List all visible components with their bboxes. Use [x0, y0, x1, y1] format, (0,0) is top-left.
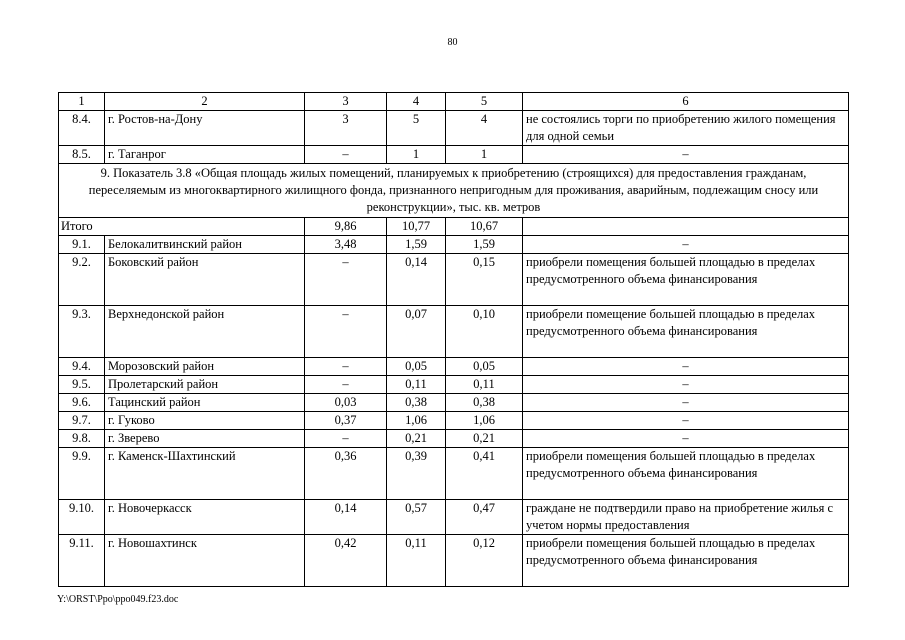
row-note: приобрели помещения большей площадью в пределах предусмотренного объема финансирования [523, 448, 849, 500]
row-value-5: 0,38 [446, 394, 523, 412]
table-row [59, 146, 849, 164]
row-value-3: 3,48 [305, 236, 387, 254]
total-value-4: 10,77 [387, 218, 446, 236]
row-value-3: – [305, 306, 387, 358]
total-value-5: 10,67 [446, 218, 523, 236]
row-value-4: 1,06 [387, 412, 446, 430]
row-number: 9.2. [59, 254, 105, 306]
row-note: – [523, 394, 849, 412]
row-value-4: 0,05 [387, 358, 446, 376]
row-value-5: 0,47 [446, 500, 523, 535]
header-cell: 6 [523, 93, 849, 111]
row-value-4: 0,57 [387, 500, 446, 535]
header-cell: 5 [446, 93, 523, 111]
row-name: Белокалитвинский район [105, 236, 305, 254]
total-value-3: 9,86 [305, 218, 387, 236]
table-row [59, 430, 849, 448]
section-heading-row [59, 164, 849, 218]
row-value-5: 4 [446, 111, 523, 146]
row-number: 8.4. [59, 111, 105, 146]
row-value-3: – [305, 254, 387, 306]
row-number: 9.8. [59, 430, 105, 448]
table-row [59, 394, 849, 412]
row-value-4: 0,21 [387, 430, 446, 448]
row-note: приобрели помещение большей площадью в пределах предусмотренного объема финансирования [523, 306, 849, 358]
row-name: г. Новошахтинск [105, 535, 305, 587]
row-number: 9.4. [59, 358, 105, 376]
row-name: Боковский район [105, 254, 305, 306]
row-value-5: 0,21 [446, 430, 523, 448]
row-number: 8.5. [59, 146, 105, 164]
row-value-5: 0,12 [446, 535, 523, 587]
total-label: Итого [59, 218, 305, 236]
table-row [59, 376, 849, 394]
section-9-heading: 9. Показатель 3.8 «Общая площадь жилых помещений, планируемых к приобретению (строящихся) для предоставления гражданам, переселяемым из многоквартирного жилищного фонда, признанного непригодным для проживания, аварийным, подлежащим сносу или реконструкции», тыс. кв. метров [59, 164, 849, 218]
row-number: 9.9. [59, 448, 105, 500]
table-row [59, 412, 849, 430]
row-value-4: 0,07 [387, 306, 446, 358]
table-row [59, 535, 849, 587]
row-note: не состоялись торги по приобретению жилого помещения для одной семьи [523, 111, 849, 146]
row-name: г. Гуково [105, 412, 305, 430]
row-number: 9.1. [59, 236, 105, 254]
row-name: Верхнедонской район [105, 306, 305, 358]
table-row [59, 358, 849, 376]
row-value-4: 1 [387, 146, 446, 164]
row-note: – [523, 412, 849, 430]
table-row [59, 254, 849, 306]
header-row [59, 93, 849, 111]
header-cell: 1 [59, 93, 105, 111]
row-value-5: 0,05 [446, 358, 523, 376]
row-value-5: 0,11 [446, 376, 523, 394]
row-number: 9.11. [59, 535, 105, 587]
row-value-3: – [305, 430, 387, 448]
row-value-4: 0,11 [387, 535, 446, 587]
table-row [59, 500, 849, 535]
table-row [59, 236, 849, 254]
row-name: г. Таганрог [105, 146, 305, 164]
row-note: – [523, 430, 849, 448]
row-value-5: 1,59 [446, 236, 523, 254]
row-name: Морозовский район [105, 358, 305, 376]
row-name: г. Новочеркасск [105, 500, 305, 535]
total-row [59, 218, 849, 236]
row-name: г. Ростов-на-Дону [105, 111, 305, 146]
row-name: г. Каменск-Шахтинский [105, 448, 305, 500]
row-note: приобрели помещения большей площадью в пределах предусмотренного объема финансирования [523, 254, 849, 306]
row-value-4: 1,59 [387, 236, 446, 254]
row-value-4: 0,39 [387, 448, 446, 500]
row-value-5: 0,15 [446, 254, 523, 306]
row-value-4: 0,38 [387, 394, 446, 412]
row-value-3: 0,36 [305, 448, 387, 500]
report-table-body [59, 93, 849, 587]
row-number: 9.3. [59, 306, 105, 358]
row-name: Тацинский район [105, 394, 305, 412]
row-number: 9.6. [59, 394, 105, 412]
report-table [58, 92, 849, 587]
row-value-4: 0,11 [387, 376, 446, 394]
row-name: Пролетарский район [105, 376, 305, 394]
header-cell: 3 [305, 93, 387, 111]
row-note: – [523, 358, 849, 376]
total-note [523, 218, 849, 236]
row-value-4: 5 [387, 111, 446, 146]
table-row [59, 111, 849, 146]
row-note: – [523, 236, 849, 254]
row-value-5: 1,06 [446, 412, 523, 430]
row-value-5: 0,41 [446, 448, 523, 500]
row-value-3: 3 [305, 111, 387, 146]
page-number: 80 [447, 37, 458, 48]
row-note: приобрели помещения большей площадью в пределах предусмотренного объема финансирования [523, 535, 849, 587]
row-value-3: 0,14 [305, 500, 387, 535]
file-path: Y:\ORST\Ppo\ppo049.f23.doc [57, 594, 179, 605]
row-value-3: – [305, 146, 387, 164]
row-note: – [523, 146, 849, 164]
row-number: 9.10. [59, 500, 105, 535]
row-value-3: – [305, 376, 387, 394]
row-number: 9.7. [59, 412, 105, 430]
row-value-3: 0,42 [305, 535, 387, 587]
row-note: граждане не подтвердили право на приобретение жилья с учетом нормы предоставления [523, 500, 849, 535]
row-value-4: 0,14 [387, 254, 446, 306]
row-value-3: 0,03 [305, 394, 387, 412]
header-cell: 4 [387, 93, 446, 111]
row-name: г. Зверево [105, 430, 305, 448]
row-value-3: – [305, 358, 387, 376]
row-value-5: 1 [446, 146, 523, 164]
header-cell: 2 [105, 93, 305, 111]
row-value-5: 0,10 [446, 306, 523, 358]
row-value-3: 0,37 [305, 412, 387, 430]
table-row [59, 306, 849, 358]
row-number: 9.5. [59, 376, 105, 394]
table-row [59, 448, 849, 500]
row-note: – [523, 376, 849, 394]
